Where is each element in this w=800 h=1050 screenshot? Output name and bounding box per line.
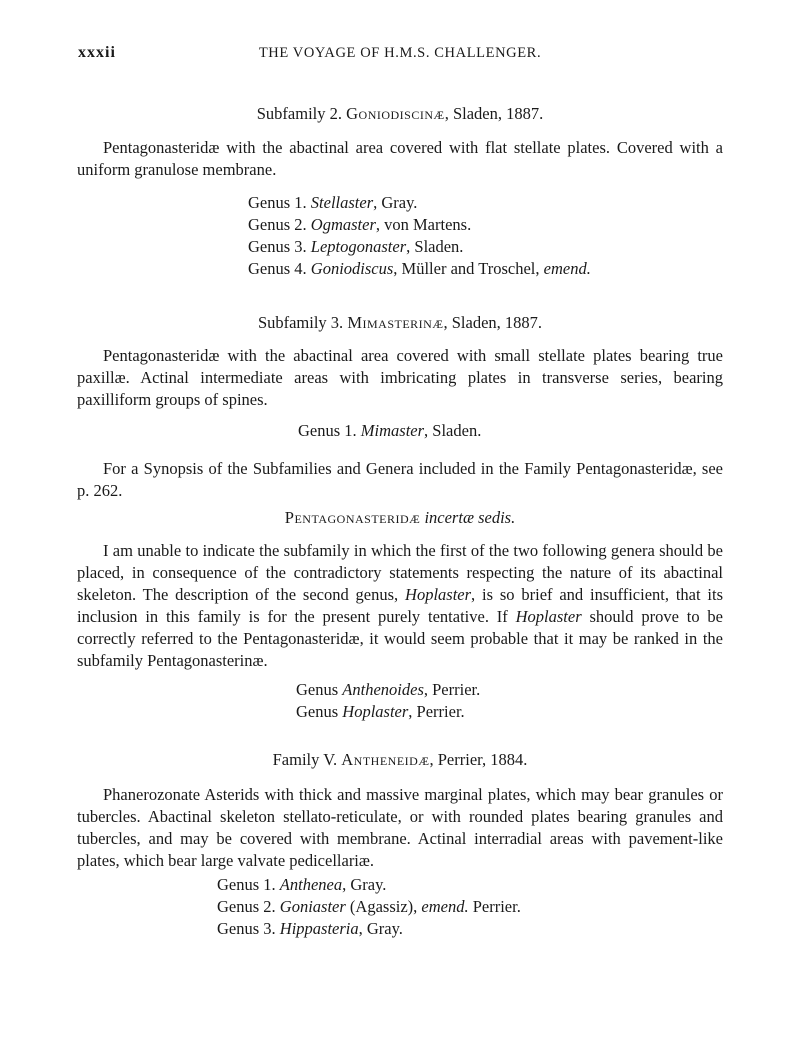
genus-entry: Genus 3. Leptogonaster, Sladen. <box>248 237 464 256</box>
family-5-description: Phanerozonate Asterids with thick and massive marginal plates, which may bear granules or tubercles. Abactinal skeleton stellato-reticulate, or with rounded plates bearing granules and tubercles, and may be covered with membrane. Actinal interradial areas with pavement-like plates, which bear large valvate pedicellariæ. <box>77 785 723 870</box>
genus-name: Ogmaster <box>310 215 376 234</box>
genus-entry: Genus Anthenoides, Perrier. <box>296 680 481 699</box>
incertae-sedis-paragraph: I am unable to indicate the subfamily in which the first of the two following genera should be placed, in consequence of the contradictory statements respecting the nature of its abactinal skeleton. The description of the second genus, Hoplaster, is so brief and insufficient, that its inclusion in this family is for the present purely tentative. If Hoplaster should prove to be correctly referred to the Pentagonasteridæ, it would seem probable that it may be ranked in the subfamily Pentagonasterinæ. <box>77 541 724 670</box>
incertae-sedis-genera <box>296 679 480 723</box>
running-title: THE VOYAGE OF H.M.S. CHALLENGER. <box>258 45 542 61</box>
genus-name: Anthenea <box>279 875 343 894</box>
genus-entry: Genus 4. Goniodiscus, Müller and Troschel, emend. <box>248 259 591 278</box>
genus-name: Leptogonaster <box>310 237 407 256</box>
genus-entry: Genus Hoplaster, Perrier. <box>296 702 465 721</box>
genus-name: Anthenoides <box>342 680 424 699</box>
subfamily-3-genera <box>298 420 481 442</box>
subfamily-name: Mimasterinæ <box>347 313 444 332</box>
family-5-heading: Family V. Antheneidæ, Perrier, 1884. <box>272 750 528 769</box>
genus-entry: Genus 1. Anthenea, Gray. <box>217 875 387 894</box>
subfamily-3-description: Pentagonasteridæ with the abactinal area covered with small stellate plates bearing true paxillæ. Actinal intermediate areas with imbricating plates in transverse series, bearing paxilliform groups of spines. <box>77 346 723 409</box>
genus-entry: Genus 3. Hippasteria, Gray. <box>217 919 403 938</box>
subfamily-3-heading: Subfamily 3. Mimasterinæ, Sladen, 1887. <box>257 313 543 332</box>
page-number: xxxii <box>78 44 116 61</box>
subfamily-2-heading: Subfamily 2. Goniodiscinæ, Sladen, 1887. <box>256 104 544 123</box>
family-name: Pentagonasteridæ <box>284 508 421 527</box>
subfamily-2-description: Pentagonasteridæ with the abactinal area covered with flat stellate plates. Covered with a uniform granulose membrane. <box>77 138 723 179</box>
genus-name: Stellaster <box>310 193 374 212</box>
genus-name: Hoplaster <box>342 702 409 721</box>
genus-entry: Genus 1. Stellaster, Gray. <box>248 193 418 212</box>
genus-name: Mimaster <box>360 421 425 440</box>
subfamily-2-genera <box>248 192 591 280</box>
genus-name: Goniaster <box>279 897 346 916</box>
family-5-genera <box>217 874 521 940</box>
family-name: Antheneidæ <box>341 750 430 769</box>
genus-name: Goniodiscus <box>310 259 394 278</box>
genus-entry: Genus 2. Goniaster (Agassiz), emend. Perrier. <box>217 897 521 916</box>
running-head <box>0 44 800 68</box>
genus-name: Hippasteria <box>279 919 359 938</box>
genus-entry: Genus 2. Ogmaster, von Martens. <box>248 215 472 234</box>
subfamily-name: Goniodiscinæ <box>346 104 445 123</box>
synopsis-note: For a Synopsis of the Subfamilies and Genera included in the Family Pentagonasteridæ, see p. 262. <box>77 459 723 500</box>
genus-entry: Genus 1. Mimaster, Sladen. <box>298 421 482 440</box>
incertae-sedis-heading: Pentagonasteridæ incertæ sedis. <box>284 508 516 527</box>
